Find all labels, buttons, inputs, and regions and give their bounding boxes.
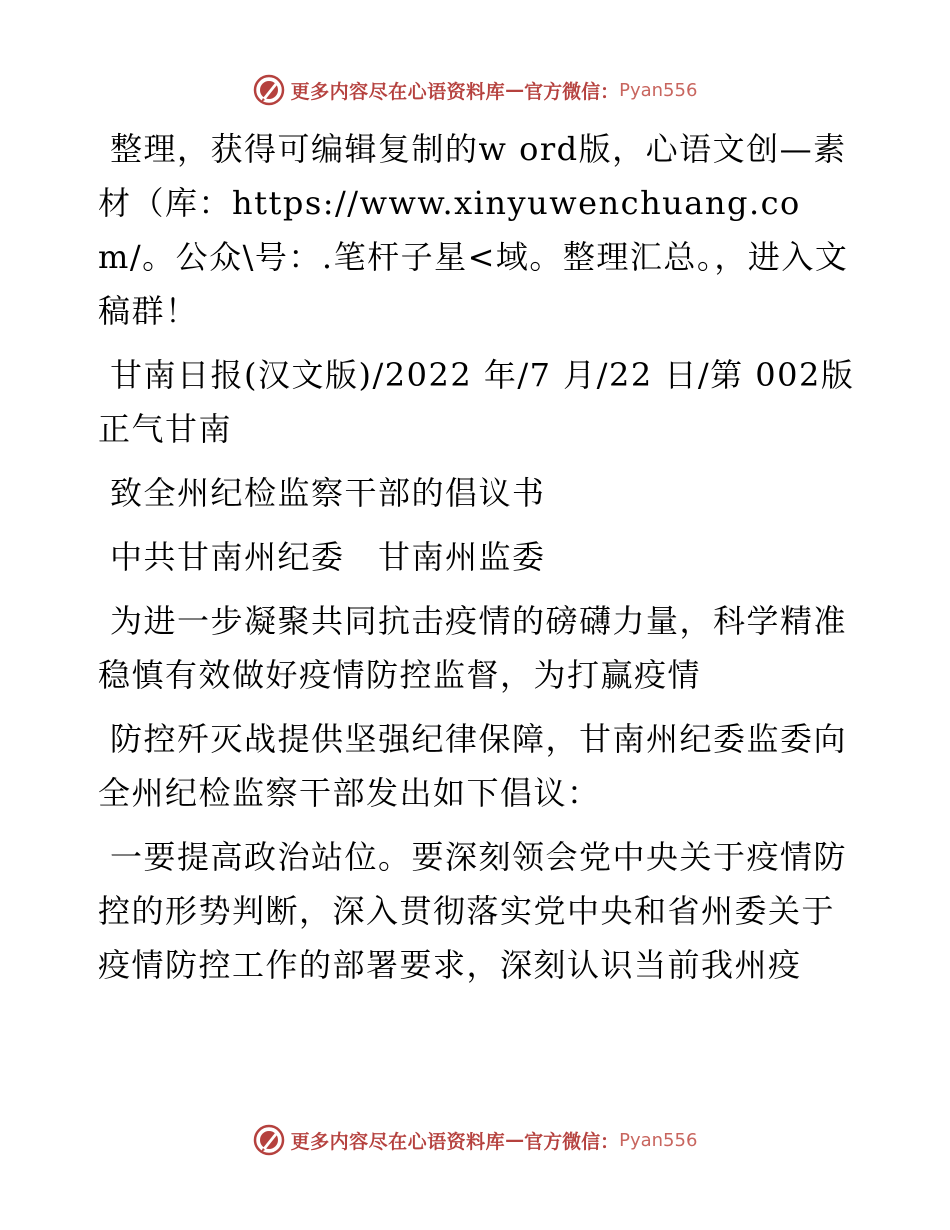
pen-logo-icon: [253, 1124, 285, 1156]
paragraph-body: 一要提高政治站位。要深刻领会党中央关于疫情防控的形势判断，深入贯彻落实党中央和省州委关于疫情防控工作的部署要求，深刻认识当前我州疫: [98, 838, 848, 984]
banner-separator: —: [505, 79, 525, 101]
footer-banner: [0, 1120, 950, 1160]
paragraph-intro: 整理，获得可编辑复制的w ord版，心语文创—素材（库：https://www.xinyuwenchuang.com/。公众\号：.笔杆子星<域。整理汇总。，进入文稿群！: [98, 130, 849, 330]
paragraph-body: 防控歼灭战提供坚强纪律保障，甘南州纪委监委向全州纪检监察干部发出如下倡议：: [98, 720, 848, 812]
document-body: [98, 122, 858, 1002]
banner-separator: —: [505, 1129, 525, 1151]
document-title: 致全州纪检监察干部的倡议书: [110, 474, 546, 512]
document-author: 中共甘南州纪委 甘南州监委: [110, 538, 546, 576]
banner-text: 更多内容尽在心语资料库: [290, 80, 506, 103]
header-banner: [0, 70, 950, 110]
banner-text: 更多内容尽在心语资料库: [290, 1130, 506, 1153]
paragraph-source: 甘南日报(汉文版)/2022 年/7 月/22 日/第 002版正气甘南: [98, 356, 855, 448]
banner-wechat-id: Pyan556: [619, 1129, 698, 1151]
pen-logo-icon: [253, 74, 285, 106]
paragraph-body: 为进一步凝聚共同抗击疫情的磅礴力量，科学精准稳慎有效做好疫情防控监督，为打赢疫情: [98, 602, 848, 694]
banner-wechat-label: 官方微信：: [524, 80, 620, 103]
banner-wechat-id: Pyan556: [619, 79, 698, 101]
banner-wechat-label: 官方微信：: [524, 1130, 620, 1153]
